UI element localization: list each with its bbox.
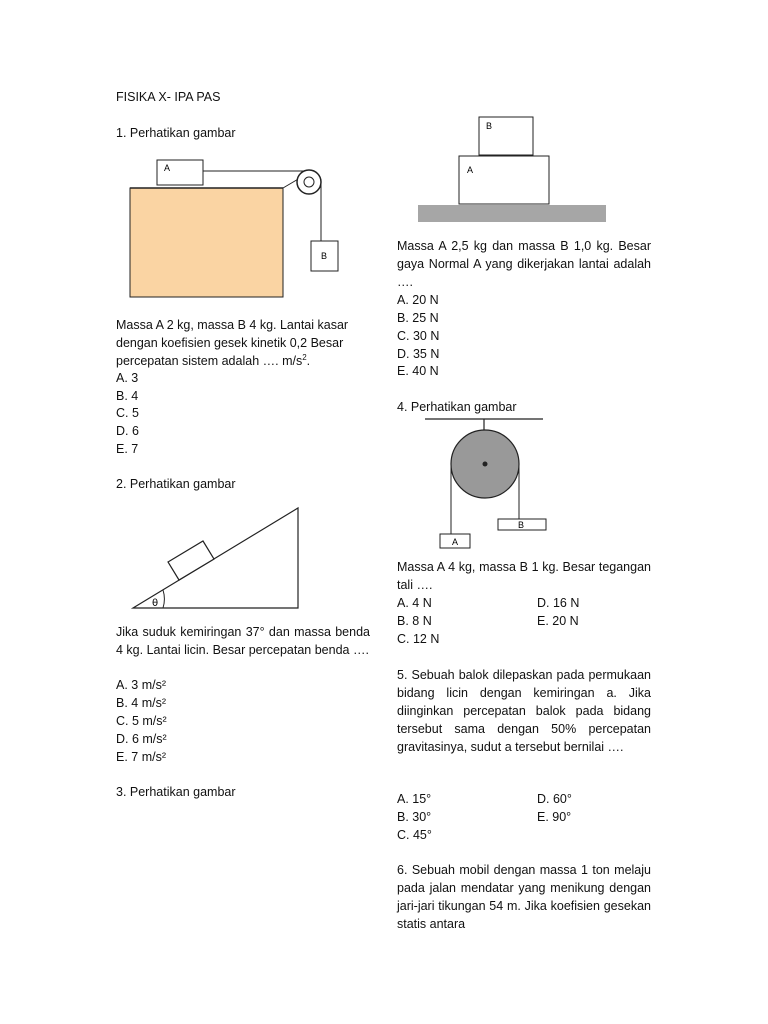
q6-text: 6. Sebuah mobil dengan massa 1 ton melaju pada jalan mendatar yang menikung dengan jari-jari tikungan 54 m. Jika koefisien gesekan statis antara [397, 863, 651, 931]
q3-option-a[interactable]: A. 20 N [397, 293, 439, 307]
q4-label-b: B [518, 520, 525, 530]
q2-angle-label: θ [152, 598, 159, 609]
q4-option-d[interactable]: D. 16 N [537, 596, 580, 610]
q1-option-c[interactable]: C. 5 [116, 406, 139, 420]
q5-option-c[interactable]: C. 45° [397, 828, 432, 842]
q2-option-b[interactable]: B. 4 m/s² [116, 696, 167, 710]
q3-option-b[interactable]: B. 25 N [397, 311, 439, 325]
q2-option-d[interactable]: D. 6 m/s² [116, 732, 167, 746]
q1-option-d[interactable]: D. 6 [116, 424, 139, 438]
q1-option-b[interactable]: B. 4 [116, 389, 139, 403]
q4-option-e[interactable]: E. 20 N [537, 614, 579, 628]
q3-prompt: 3. Perhatikan gambar [116, 785, 236, 799]
q2-option-c[interactable]: C. 5 m/s² [116, 714, 167, 728]
q4-option-a[interactable]: A. 4 N [397, 596, 432, 610]
q5-option-b[interactable]: B. 30° [397, 810, 432, 824]
q1-text: Massa A 2 kg, massa B 4 kg. Lantai kasar dengan koefisien gesek kinetik 0,2 Besar percepatan sistem adalah …. $m/s^2$. [116, 318, 349, 368]
q5-text: 5. Sebuah balok dilepaskan pada permukaan bidang licin dengan kemiringan a. Jika diinginkan percepatan balok pada bidang tersebut sama dengan 50% percepatan gravitasinya, sudut a tersebut bernilai …. [397, 668, 651, 754]
q4-option-c[interactable]: C. 12 N [397, 632, 440, 646]
q3-text: Massa A 2,5 kg dan massa B 1,0 kg. Besar gaya Normal A yang dikerjakan lantai adalah …. [397, 239, 651, 289]
q4-label-a: A [452, 537, 459, 547]
q5-option-d[interactable]: D. 60° [537, 792, 572, 806]
q3-label-b: B [486, 121, 493, 131]
q3-label-a: A [467, 165, 474, 175]
q4-text: Massa A 4 kg, massa B 1 kg. Besar tegangan tali …. [397, 560, 651, 592]
q2-prompt: 2. Perhatikan gambar [116, 477, 236, 491]
q2-text: Jika suduk kemiringan 37° dan massa benda 4 kg. Lantai licin. Besar percepatan benda …. [116, 625, 370, 657]
q1-label-a: A [164, 163, 171, 173]
q3-option-e[interactable]: E. 40 N [397, 364, 439, 378]
q1-label-b: B [321, 251, 328, 261]
q2-option-a[interactable]: A. 3 m/s² [116, 678, 167, 692]
q4-option-b[interactable]: B. 8 N [397, 614, 432, 628]
q5-option-e[interactable]: E. 90° [537, 810, 572, 824]
document-title: FISIKA X- IPA PAS [116, 90, 221, 104]
q2-option-e[interactable]: E. 7 m/s² [116, 750, 167, 764]
q1-prompt: 1. Perhatikan gambar [116, 126, 236, 140]
q3-option-c[interactable]: C. 30 N [397, 329, 440, 343]
q3-option-d[interactable]: D. 35 N [397, 347, 440, 361]
q1-option-e[interactable]: E. 7 [116, 442, 139, 456]
q1-option-a[interactable]: A. 3 [116, 371, 139, 385]
q5-option-a[interactable]: A. 15° [397, 792, 432, 806]
q4-prompt: 4. Perhatikan gambar [397, 400, 517, 414]
